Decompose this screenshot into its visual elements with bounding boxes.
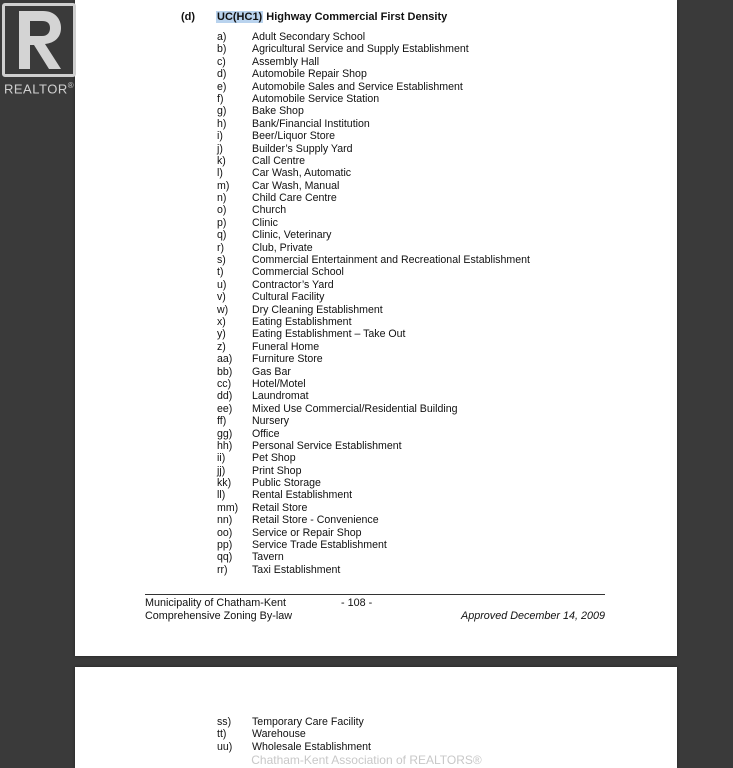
list-item [217,105,530,117]
list-item [217,304,530,316]
list-item-label: h) [217,117,227,130]
list-item-text: Retail Store [252,501,308,514]
section-letter: (d) [181,11,196,23]
list-item-label: g) [217,105,227,118]
list-item [217,514,530,526]
list-item-label: ll) [217,489,226,502]
list-item-label: c) [217,55,226,68]
list-item-label: mm) [217,501,239,514]
list-item-text: Rental Establishment [252,489,353,502]
list-item-text: Car Wash, Automatic [252,167,352,180]
list-item-label: pp) [217,539,233,552]
zone-code: UC(HC1) [217,11,263,23]
list-item-text: Funeral Home [252,340,320,353]
list-item-label: j) [217,142,223,155]
list-item-label: e) [217,80,227,93]
list-item [217,118,530,130]
list-item-text: Cultural Facility [252,291,325,304]
list-item-text: Gas Bar [252,365,291,378]
list-item [217,741,371,753]
list-item [217,366,530,378]
list-item-text: Car Wash, Manual [252,179,340,192]
list-item-label: ee) [217,402,233,415]
footer-bylaw: Comprehensive Zoning By-law [145,610,293,622]
list-item-label: dd) [217,390,233,403]
list-item-text: Bank/Financial Institution [252,117,370,130]
list-item-text: Assembly Hall [252,55,320,68]
list-item-text: Beer/Liquor Store [252,130,336,143]
list-item-label: qq) [217,551,233,564]
list-item-label: y) [217,328,226,341]
list-item-label: l) [217,167,223,180]
footer-approved-date: Approved December 14, 2009 [461,610,606,622]
list-item-text: Mixed Use Commercial/Residential Building [252,402,458,415]
list-item-label: a) [217,31,227,43]
list-item-label: ff) [217,415,227,428]
list-item-text: Automobile Sales and Service Establishment [252,80,463,93]
list-item-label: nn) [217,514,233,527]
list-item-label: bb) [217,365,233,378]
list-item [217,167,530,179]
list-item-text: Pet Shop [252,452,296,465]
list-item-label: oo) [217,526,233,539]
list-item [217,81,530,93]
list-item [217,716,371,728]
list-item [217,204,530,216]
list-item [217,452,530,464]
list-item-text: Agricultural Service and Supply Establishment [252,43,469,56]
list-item-text: Public Storage [252,477,321,490]
list-item-label: rr) [217,563,228,576]
list-item-text: Commercial School [252,266,344,279]
list-item-label: aa) [217,353,233,366]
list-item [217,489,530,501]
list-item-label: i) [217,130,223,143]
list-item-text: Automobile Service Station [252,92,380,105]
list-item-label: r) [217,241,225,254]
list-item-label: w) [217,303,229,316]
list-item-label: gg) [217,427,233,440]
list-item [217,254,530,266]
list-item-label: m) [217,179,230,192]
list-item [217,378,530,390]
list-item-text: Bake Shop [252,105,304,118]
list-item [217,180,530,192]
list-item-label: uu) [217,740,233,753]
list-item-label: p) [217,216,227,229]
list-item-text: Furniture Store [252,353,323,366]
list-item [217,465,530,477]
list-item [217,527,530,539]
list-item-label: n) [217,192,227,205]
list-item [217,192,530,204]
list-item [217,403,530,415]
realtor-logo-text: REALTOR® [4,81,75,97]
list-item-label: q) [217,229,227,242]
list-item [217,130,530,142]
list-item [217,43,530,55]
list-item [217,279,530,291]
list-item-label: ii) [217,452,226,465]
list-item-text: Tavern [252,551,284,564]
permitted-uses-list-continued [217,716,371,753]
list-item [217,551,530,563]
realtor-logo [2,3,78,97]
list-item-text: Church [252,204,287,217]
list-item-text: Laundromat [252,390,309,403]
list-item-text: Print Shop [252,464,302,477]
list-item [217,539,530,551]
list-item-text: Service Trade Establishment [252,539,387,552]
list-item-label: o) [217,204,227,217]
list-item-label: t) [217,266,224,279]
list-item-text: Retail Store - Convenience [252,514,379,527]
list-item [217,477,530,489]
list-item [217,291,530,303]
watermark-text: Chatham-Kent Association of REALTORS® [251,753,482,767]
list-item [217,428,530,440]
list-item-label: z) [217,340,226,353]
list-item-text: Office [252,427,280,440]
list-item-text: Eating Establishment – Take Out [252,328,406,341]
list-item-text: Clinic, Veterinary [252,229,332,242]
document-page-1 [75,0,677,656]
list-item-label: f) [217,92,224,105]
list-item-label: hh) [217,439,233,452]
list-item-text: Clinic [252,216,278,229]
list-item-label: kk) [217,477,232,490]
list-item-label: d) [217,68,227,81]
list-item-text: Adult Secondary School [252,31,366,43]
list-item-label: u) [217,278,227,291]
list-item [217,502,530,514]
list-item-label: jj) [217,464,226,477]
list-item-label: v) [217,291,226,304]
list-item-label: s) [217,254,226,267]
list-item [217,217,530,229]
list-item-text: Service or Repair Shop [252,526,362,539]
list-item [217,93,530,105]
permitted-uses-list [217,31,530,576]
list-item-text: Personal Service Establishment [252,439,402,452]
list-item-text: Builder’s Supply Yard [252,142,353,155]
list-item [217,143,530,155]
list-item [217,390,530,402]
list-item [217,242,530,254]
list-item-text: Warehouse [252,728,306,741]
footer-page-number: - 108 - [341,597,373,609]
list-item-label: ss) [217,716,232,728]
list-item [217,56,530,68]
list-item [217,229,530,241]
list-item-text: Dry Cleaning Establishment [252,303,383,316]
list-item [217,415,530,427]
list-item-label: tt) [217,728,227,741]
list-item-text: Taxi Establishment [252,563,341,576]
footer-municipality: Municipality of Chatham-Kent [145,597,287,609]
list-item-text: Temporary Care Facility [252,716,364,728]
list-item [217,316,530,328]
list-item [217,68,530,80]
realtor-r-icon [2,3,76,77]
list-item [217,328,530,340]
list-item-text: Call Centre [252,154,305,167]
list-item-text: Wholesale Establishment [252,740,371,753]
list-item [217,155,530,167]
list-item-label: b) [217,43,227,56]
list-item [217,266,530,278]
list-item-text: Child Care Centre [252,192,337,205]
footer-divider [145,594,605,595]
list-item [217,341,530,353]
list-item-text: Contractor’s Yard [252,278,334,291]
list-item-text: Nursery [252,415,290,428]
list-item [217,31,530,43]
list-item-label: cc) [217,377,232,390]
list-item [217,564,530,576]
section-title: Highway Commercial First Density [266,11,448,23]
list-item [217,353,530,365]
list-item [217,440,530,452]
list-item-text: Automobile Repair Shop [252,68,367,81]
list-item-text: Eating Establishment [252,315,352,328]
list-item-text: Club, Private [252,241,313,254]
list-item-text: Hotel/Motel [252,377,306,390]
list-item [217,728,371,740]
list-item-label: x) [217,315,226,328]
list-item-label: k) [217,154,226,167]
list-item-text: Commercial Entertainment and Recreational Establishment [252,254,530,267]
